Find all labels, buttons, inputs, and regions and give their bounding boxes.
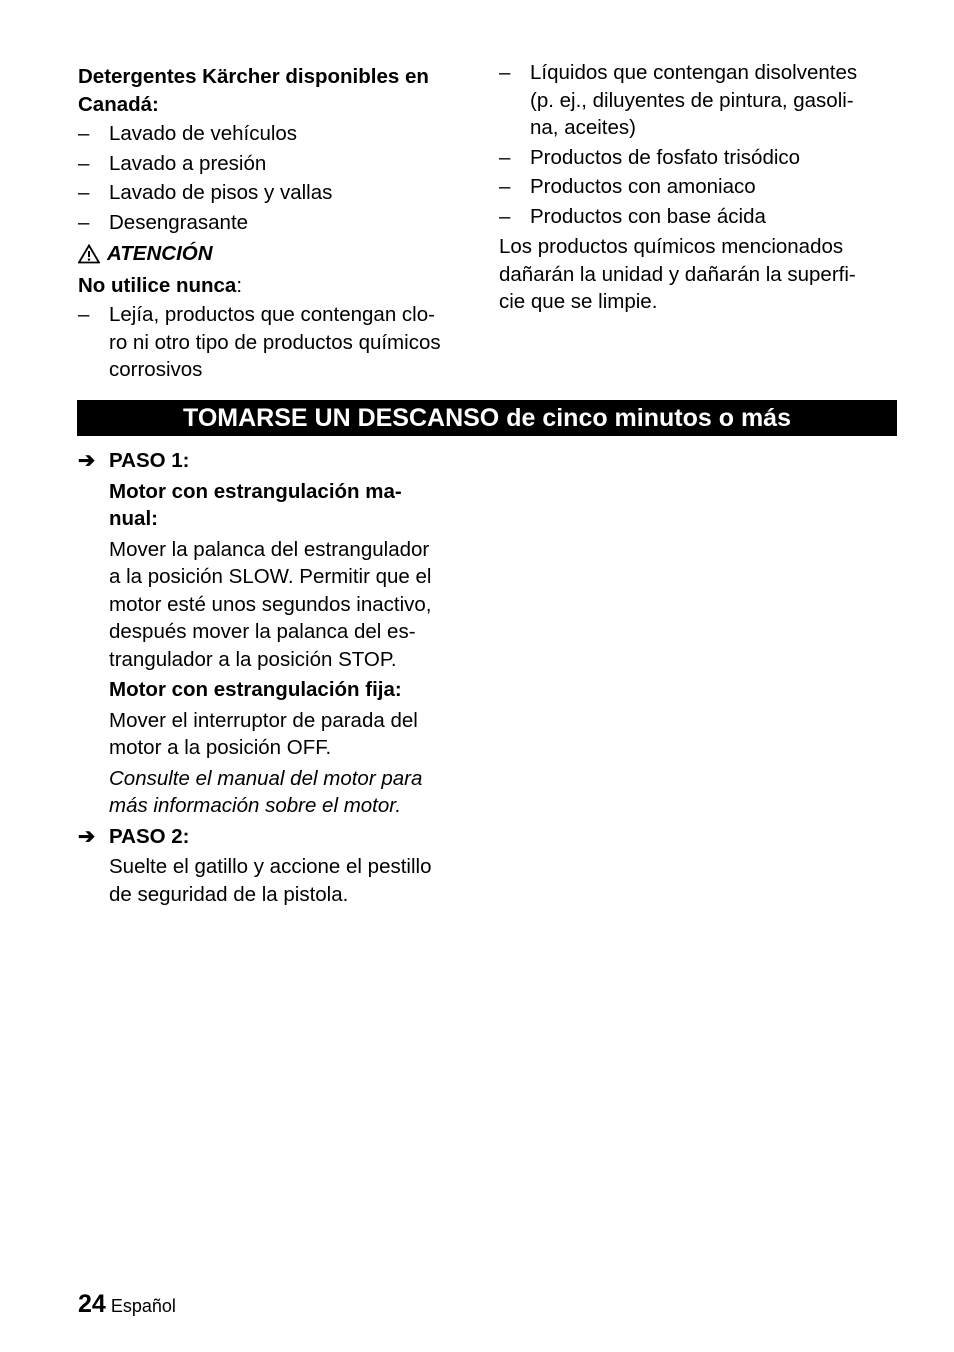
fixed-choke-heading: Motor con estrangulación fija: <box>109 678 402 701</box>
list-item-text: Lavado de vehículos <box>109 122 298 145</box>
heading-line: nual: <box>109 507 158 530</box>
list-item-line: Lejía, productos que contengan clo- <box>109 303 435 326</box>
text-line: a la posición SLOW. Permitir que el <box>109 565 432 588</box>
dash-bullet: – <box>499 61 511 84</box>
heading-line: Motor con estrangulación ma- <box>109 479 402 503</box>
warning-triangle-icon <box>78 244 100 264</box>
steps-column <box>78 444 476 908</box>
text-line: motor esté unos segundos inactivo, <box>109 592 432 616</box>
text-line: Mover el interruptor de parada del <box>109 708 418 732</box>
page-language: Español <box>110 1296 176 1316</box>
damage-note <box>499 233 899 316</box>
never-use-colon: : <box>236 273 243 297</box>
list-item-line: corrosivos <box>109 358 203 381</box>
text-line: Mover la palanca del estrangulador <box>109 537 430 561</box>
step-1-label: PASO 1: <box>109 449 190 472</box>
warning-notice <box>78 240 476 268</box>
list-item <box>499 203 899 231</box>
dash-bullet: – <box>78 303 90 326</box>
page-footer <box>78 1291 176 1321</box>
list-item-line: na, aceites) <box>530 116 636 139</box>
arrow-right-icon: ➔ <box>78 449 96 472</box>
right-column <box>499 57 899 316</box>
list-item <box>78 209 476 237</box>
list-item-text: Productos de fosfato trisódico <box>530 145 801 169</box>
text-line: trangulador a la posición STOP. <box>109 647 397 671</box>
dash-bullet: – <box>78 210 90 234</box>
list-item-text: Productos con amoniaco <box>530 175 756 198</box>
manual-choke-text <box>78 536 476 674</box>
dash-bullet: – <box>499 175 511 198</box>
step-2-heading <box>78 823 476 851</box>
text-line: más información sobre el motor. <box>109 794 402 817</box>
arrow-right-icon: ➔ <box>78 824 96 848</box>
dash-bullet: – <box>499 145 511 169</box>
dash-bullet: – <box>78 181 90 204</box>
never-use-label: No utilice nunca <box>78 273 237 297</box>
page-number: 24 <box>78 1290 106 1318</box>
step-2-label: PASO 2: <box>109 824 190 848</box>
list-item <box>78 301 476 384</box>
note-line: dañarán la unidad y dañarán la superfi- <box>499 262 856 286</box>
list-item-line: (p. ej., diluyentes de pintura, gasoli- <box>530 88 854 112</box>
dash-bullet: – <box>499 204 511 228</box>
left-column <box>78 63 476 384</box>
list-item <box>78 120 476 148</box>
never-use-line <box>78 272 476 300</box>
list-item-line: ro ni otro tipo de productos químicos <box>109 330 441 354</box>
list-item <box>78 179 476 207</box>
text-line: motor a la posición OFF. <box>109 736 332 759</box>
section-title-banner: TOMARSE UN DESCANSO de cinco minutos o más <box>77 400 897 436</box>
consult-manual-note <box>78 765 476 820</box>
text-line: Consulte el manual del motor para <box>109 766 423 790</box>
manual-choke-heading <box>78 478 476 533</box>
step-2-text <box>78 853 476 908</box>
heading-line: Detergentes Kärcher disponibles en <box>78 65 429 88</box>
heading-line: Canadá: <box>78 92 159 116</box>
list-item <box>499 144 899 172</box>
list-item <box>499 173 899 201</box>
detergents-heading <box>78 63 476 118</box>
text-line: de seguridad de la pistola. <box>109 882 349 906</box>
list-item-text: Desengrasante <box>109 210 249 234</box>
list-item-line: Líquidos que contengan disolventes <box>530 61 858 84</box>
text-line: después mover la palanca del es- <box>109 620 416 643</box>
fixed-choke-text <box>78 707 476 762</box>
dash-bullet: – <box>78 122 90 145</box>
text-line: Suelte el gatillo y accione el pestillo <box>109 855 432 878</box>
list-item <box>499 59 899 142</box>
note-line: cie que se limpie. <box>499 290 658 313</box>
step-1-heading <box>78 447 476 475</box>
list-item-text: Lavado de pisos y vallas <box>109 181 333 204</box>
list-item-text: Lavado a presión <box>109 151 267 175</box>
list-item <box>78 150 476 178</box>
dash-bullet: – <box>78 151 90 175</box>
list-item-text: Productos con base ácida <box>530 204 766 228</box>
detergent-list <box>78 120 476 236</box>
note-line: Los productos químicos mencionados <box>499 235 844 258</box>
warning-label: ATENCIÓN <box>107 242 213 265</box>
